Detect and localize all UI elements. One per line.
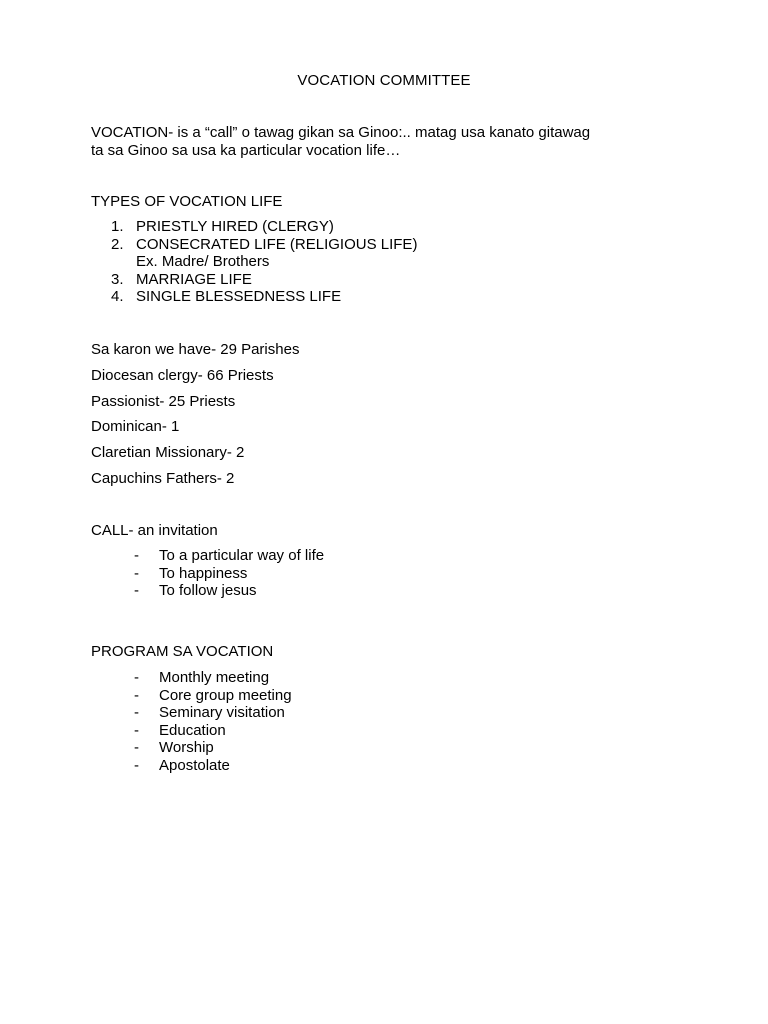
dash-bullet: - [134,582,139,599]
dash-bullet: - [134,564,139,582]
list-item [134,757,768,775]
stat-line-passionist: Passionist- 25 Priests [91,392,236,410]
list-item [134,739,768,757]
dash-bullet: - [134,721,139,739]
list-item-text: Apostolate [159,756,230,774]
list-item [134,722,768,740]
list-item [134,565,768,583]
list-item-text: MARRIAGE LIFE [136,270,252,288]
list-item-text: PRIESTLY HIRED (CLERGY) [136,218,334,235]
types-list-item [111,271,751,289]
program-list [134,669,768,774]
list-item-text: To happiness [159,564,248,582]
list-number: 4. [111,288,124,305]
types-list-item [111,236,751,271]
list-item-text: SINGLE BLESSEDNESS LIFE [136,288,342,305]
list-item [134,704,768,722]
definition-line-2: ta sa Ginoo sa usa ka particular vocation life… [91,141,401,159]
stats-list [91,341,731,496]
stat-line-dominican: Dominican- 1 [91,418,180,436]
stat-line-parishes: Sa karon we have- 29 Parishes [91,341,300,358]
list-item-text: CONSECRATED LIFE (RELIGIOUS LIFE) [136,235,418,253]
stat-line-diocesan: Diocesan clergy- 66 Priests [91,366,274,384]
list-number: 3. [111,270,124,288]
vocation-definition [91,124,731,159]
types-list-item [111,288,751,306]
dash-bullet: - [134,547,139,564]
dash-bullet: - [134,704,139,721]
program-heading: PROGRAM SA VOCATION [91,643,274,660]
list-item-text: To a particular way of life [159,547,325,564]
list-item-text: Monthly meeting [159,669,270,686]
list-item [134,687,768,705]
types-list [111,218,751,306]
definition-line-1: VOCATION- is a “call” o tawag gikan sa Ginoo:.. matag usa kanato gitawag [91,124,591,141]
types-list-item [111,218,751,236]
list-item-subtext: Ex. Madre/ Brothers [136,253,270,270]
document-title: VOCATION COMMITTEE [297,72,471,89]
call-list [134,547,768,600]
list-item-text: Core group meeting [159,686,292,704]
list-number: 1. [111,218,124,235]
stat-line-claretian: Claretian Missionary- 2 [91,444,245,462]
call-heading: CALL- an invitation [91,522,218,539]
list-item-text: Seminary visitation [159,704,285,721]
types-heading: TYPES OF VOCATION LIFE [91,193,283,210]
dash-bullet: - [134,739,139,756]
dash-bullet: - [134,686,139,704]
list-item [134,669,768,687]
list-item-text: Education [159,721,226,739]
list-number: 2. [111,235,124,253]
list-item-text: Worship [159,739,214,756]
list-item-text: To follow jesus [159,582,257,599]
dash-bullet: - [134,669,139,686]
dash-bullet: - [134,756,139,774]
list-item [134,547,768,565]
stat-line-capuchins: Capuchins Fathers- 2 [91,469,235,487]
list-item [134,582,768,600]
